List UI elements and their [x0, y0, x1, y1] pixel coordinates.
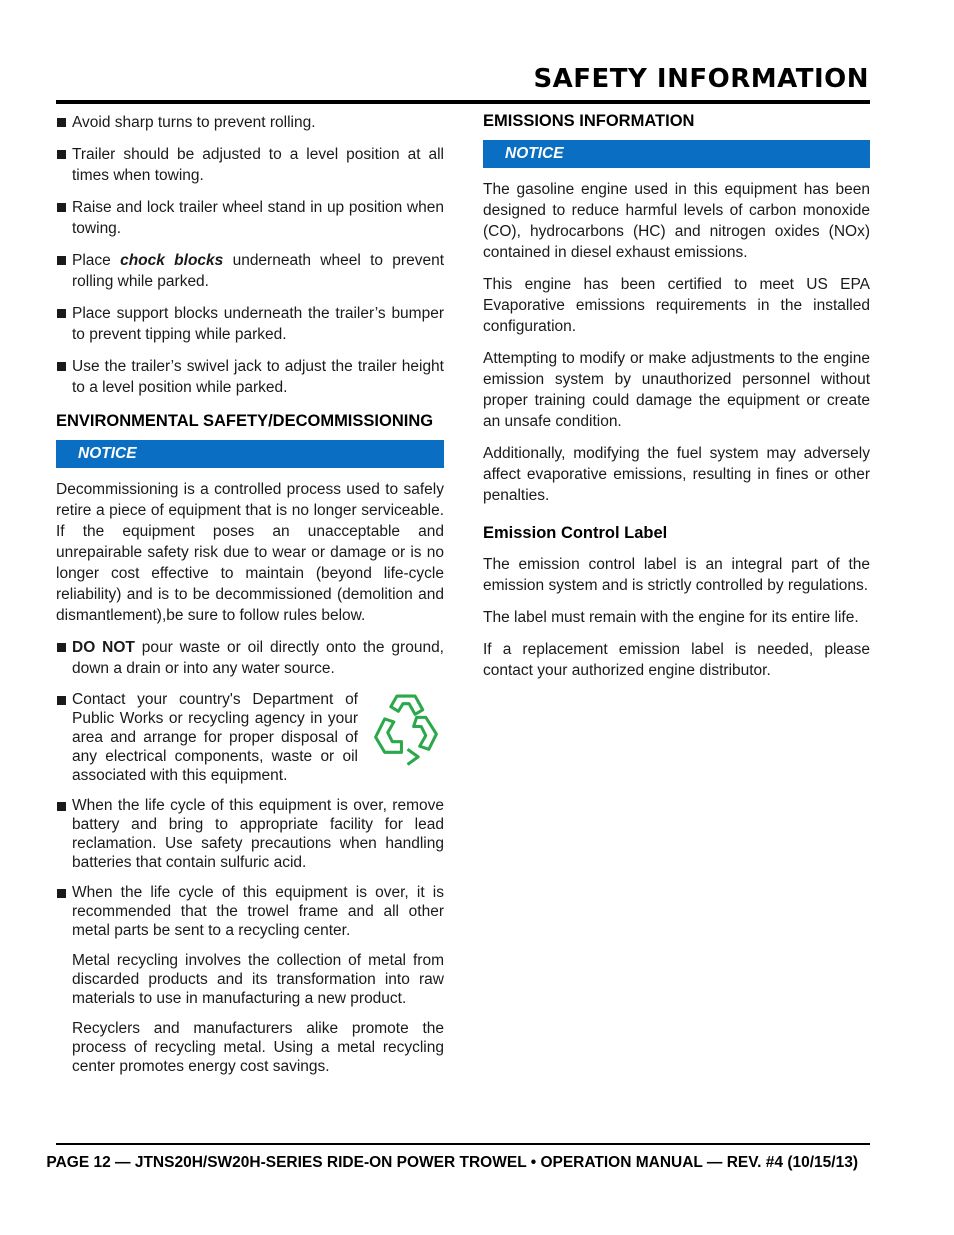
- recyclers-paragraph: Recyclers and manufacturers alike promote the process of recycling metal. Using a metal recycling center promotes energy cost savings.: [72, 1020, 444, 1075]
- recycle-icon: [368, 690, 444, 766]
- page-title: SAFETY INFORMATION: [533, 64, 869, 94]
- bullet-square-icon: [57, 150, 66, 159]
- page-footer: PAGE 12 — JTNS20H/SW20H-SERIES RIDE-ON POWER TROWEL • OPERATION MANUAL — REV. #4 (10/15/13): [46, 1154, 858, 1171]
- label-paragraph: The emission control label is an integral part of the emission system and is strictly controlled by regulations.: [483, 556, 870, 594]
- environmental-heading: ENVIRONMENTAL SAFETY/DECOMMISSIONING: [56, 412, 434, 430]
- list-item: When the life cycle of this equipment is over, it is recommended that the trowel frame and all other metal parts be sent to a recycling center.: [56, 883, 444, 940]
- bullet-square-icon: [57, 362, 66, 371]
- recycling-block: [72, 690, 444, 785]
- right-column: [483, 112, 870, 692]
- notice-banner: NOTICE: [56, 440, 444, 468]
- label-paragraph: The label must remain with the engine for its entire life.: [483, 609, 859, 626]
- trailer-bullet-list: [56, 112, 444, 398]
- emissions-paragraph: Attempting to modify or make adjustments to the engine emission system by unauthorized personnel without proper training could damage the equipment or create an unsafe condition.: [483, 350, 870, 430]
- list-item: Place chock blocks underneath wheel to prevent rolling while parked.: [56, 250, 444, 292]
- recycling-text: Contact your country's Department of Public Works or recycling agency in your area and arrange for proper disposal of any electrical components, waste or oil associated with this equipment.: [72, 691, 358, 784]
- bullet-square-icon: [57, 256, 66, 265]
- do-not-emphasis: DO NOT: [72, 639, 135, 656]
- list-item: Avoid sharp turns to prevent rolling.: [56, 112, 444, 133]
- bullet-square-icon: [57, 309, 66, 318]
- disposal-bullet-list: [56, 637, 444, 940]
- footer-rule: [56, 1143, 870, 1145]
- list-item: Raise and lock trailer wheel stand in up position when towing.: [56, 197, 444, 239]
- header-rule: [56, 100, 870, 104]
- list-item: Use the trailer’s swivel jack to adjust the trailer height to a level position while parked.: [56, 356, 444, 398]
- emission-label-heading: Emission Control Label: [483, 524, 668, 542]
- list-item: DO NOT pour waste or oil directly onto the ground, down a drain or into any water source.: [56, 637, 444, 679]
- bullet-square-icon: [57, 889, 66, 898]
- list-item: When the life cycle of this equipment is over, remove battery and bring to appropriate facility for lead reclamation. Use safety precautions when handling batteries that contain sulfuric acid.: [56, 796, 444, 872]
- bullet-square-icon: [57, 643, 66, 652]
- bullet-square-icon: [57, 802, 66, 811]
- decommission-paragraph: Decommissioning is a controlled process used to safely retire a piece of equipment that is no longer serviceable. If the equipment poses an unacceptable and unrepairable safety risk due to wear or damage or is no longer cost effective to maintain (beyond life-cycle reliability) and is to be decommissioned (demolition and dismantlement),be sure to follow rules below.: [56, 481, 444, 624]
- left-column: [56, 112, 444, 1087]
- emissions-heading: EMISSIONS INFORMATION: [483, 112, 695, 130]
- list-item: [56, 690, 444, 785]
- notice-banner: NOTICE: [483, 140, 870, 168]
- list-item: Place support blocks underneath the trailer’s bumper to prevent tipping while parked.: [56, 303, 444, 345]
- chock-blocks-emphasis: chock blocks: [120, 252, 224, 269]
- emissions-paragraph: Additionally, modifying the fuel system may adversely affect evaporative emissions, resulting in fines or other penalties.: [483, 445, 870, 504]
- label-paragraph: If a replacement emission label is needed, please contact your authorized engine distributor.: [483, 641, 870, 679]
- bullet-square-icon: [57, 118, 66, 127]
- bullet-square-icon: [57, 203, 66, 212]
- list-item: Trailer should be adjusted to a level position at all times when towing.: [56, 144, 444, 186]
- bullet-square-icon: [57, 696, 66, 705]
- metal-recycling-paragraph: Metal recycling involves the collection of metal from discarded products and its transformation into raw materials to use in manufacturing a new product.: [72, 952, 444, 1007]
- emissions-paragraph: This engine has been certified to meet US EPA Evaporative emissions requirements in the installed configuration.: [483, 276, 870, 335]
- emissions-paragraph: The gasoline engine used in this equipment has been designed to reduce harmful levels of carbon monoxide (CO), hydrocarbons (HC) and nitrogen oxides (NOx) contained in diesel exhaust emissions.: [483, 181, 870, 261]
